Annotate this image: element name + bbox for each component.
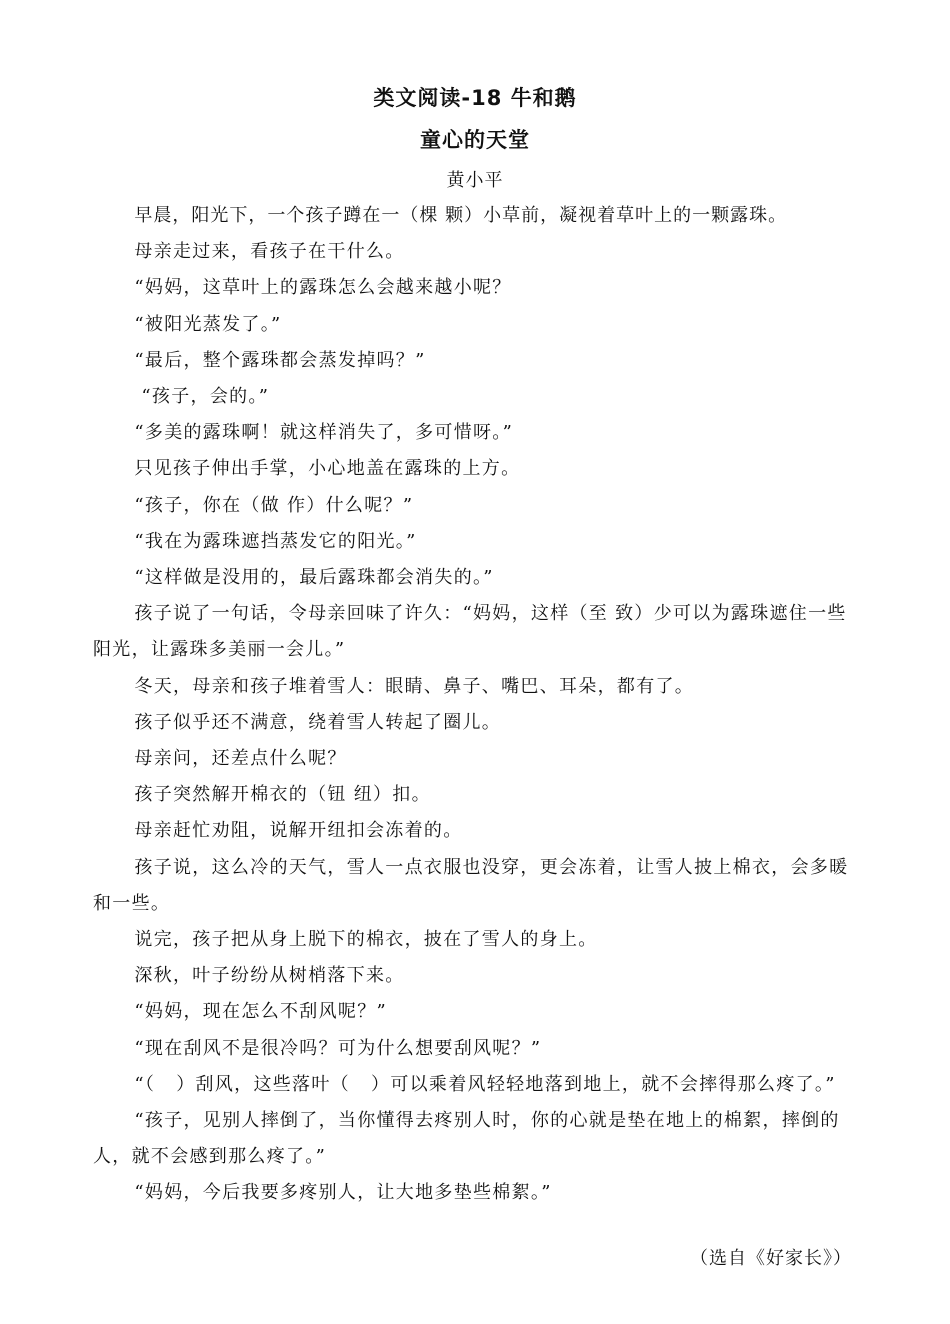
paragraph: 冬天，母亲和孩子堆着雪人：眼睛、鼻子、嘴巴、耳朵，都有了。 [134,675,695,697]
paragraph: 母亲问，还差点什么呢？ [134,748,347,770]
paragraph: “多美的露珠啊！就这样消失了，多可惜呀。” [134,422,514,444]
paragraph: “我在为露珠遮挡蒸发它的阳光。” [134,530,417,552]
paragraph: “现在刮风不是很冷吗？可为什么想要刮风呢？” [134,1037,542,1059]
paragraph: “孩子，你在（做 作）什么呢？” [134,494,414,516]
paragraph: “妈妈，今后我要多疼别人，让大地多垫些棉絮。” [134,1182,552,1204]
paragraph: “最后，整个露珠都会蒸发掉吗？” [134,349,426,371]
paragraph: “妈妈，这草叶上的露珠怎么会越来越小呢？ [134,277,512,299]
source-citation: （选自《好家长》） [690,1248,852,1269]
author-name: 黄小平 [446,170,504,191]
paragraph: 深秋，叶子纷纷从树梢落下来。 [134,965,405,987]
paragraph: “妈妈，现在怎么不刮风呢？” [134,1001,387,1023]
paragraph: 母亲赶忙劝阻，说解开纽扣会冻着的。 [134,820,463,842]
paragraph: 说完，孩子把从身上脱下的棉衣，披在了雪人的身上。 [134,929,598,951]
paragraph: 孩子似乎还不满意，绕着雪人转起了圈儿。 [134,711,502,733]
paragraph: 只见孩子伸出手掌，小心地盖在露珠的上方。 [134,458,521,480]
story-title: 童心的天堂 [420,128,530,152]
paragraph: “孩子，会的。” [134,386,270,408]
paragraph: “被阳光蒸发了。” [134,313,282,335]
paragraph: 早晨，阳光下，一个孩子蹲在一（棵 颗）小草前，凝视着草叶上的一颗露珠。 [134,205,788,226]
paragraph: 孩子突然解开棉衣的（钮 纽）扣。 [134,784,431,806]
paragraph: “（ ）刮风，这些落叶（ ）可以乘着风轻轻地落到地上，就不会摔得那么疼了。” [134,1073,836,1095]
worksheet-title: 类文阅读-18 牛和鹅 [373,86,577,110]
paragraph: “孩子，见别人摔倒了，当你懂得去疼别人时，你的心就是垫在地上的棉絮，摔倒的人，就不会感到那么疼了。” [93,1110,840,1168]
story-body [93,198,863,1212]
paragraph: 母亲走过来，看孩子在干什么。 [134,241,405,263]
paragraph: 孩子说了一句话，令母亲回味了许久：“妈妈，这样（至 致）少可以为露珠遮住一些阳光，让露珠多美丽一会儿。” [93,603,847,661]
paragraph: “这样做是没用的，最后露珠都会消失的。” [134,567,494,589]
paragraph: 孩子说，这么冷的天气，雪人一点衣服也没穿，更会冻着，让雪人披上棉衣，会多暖和一些。 [93,856,849,914]
